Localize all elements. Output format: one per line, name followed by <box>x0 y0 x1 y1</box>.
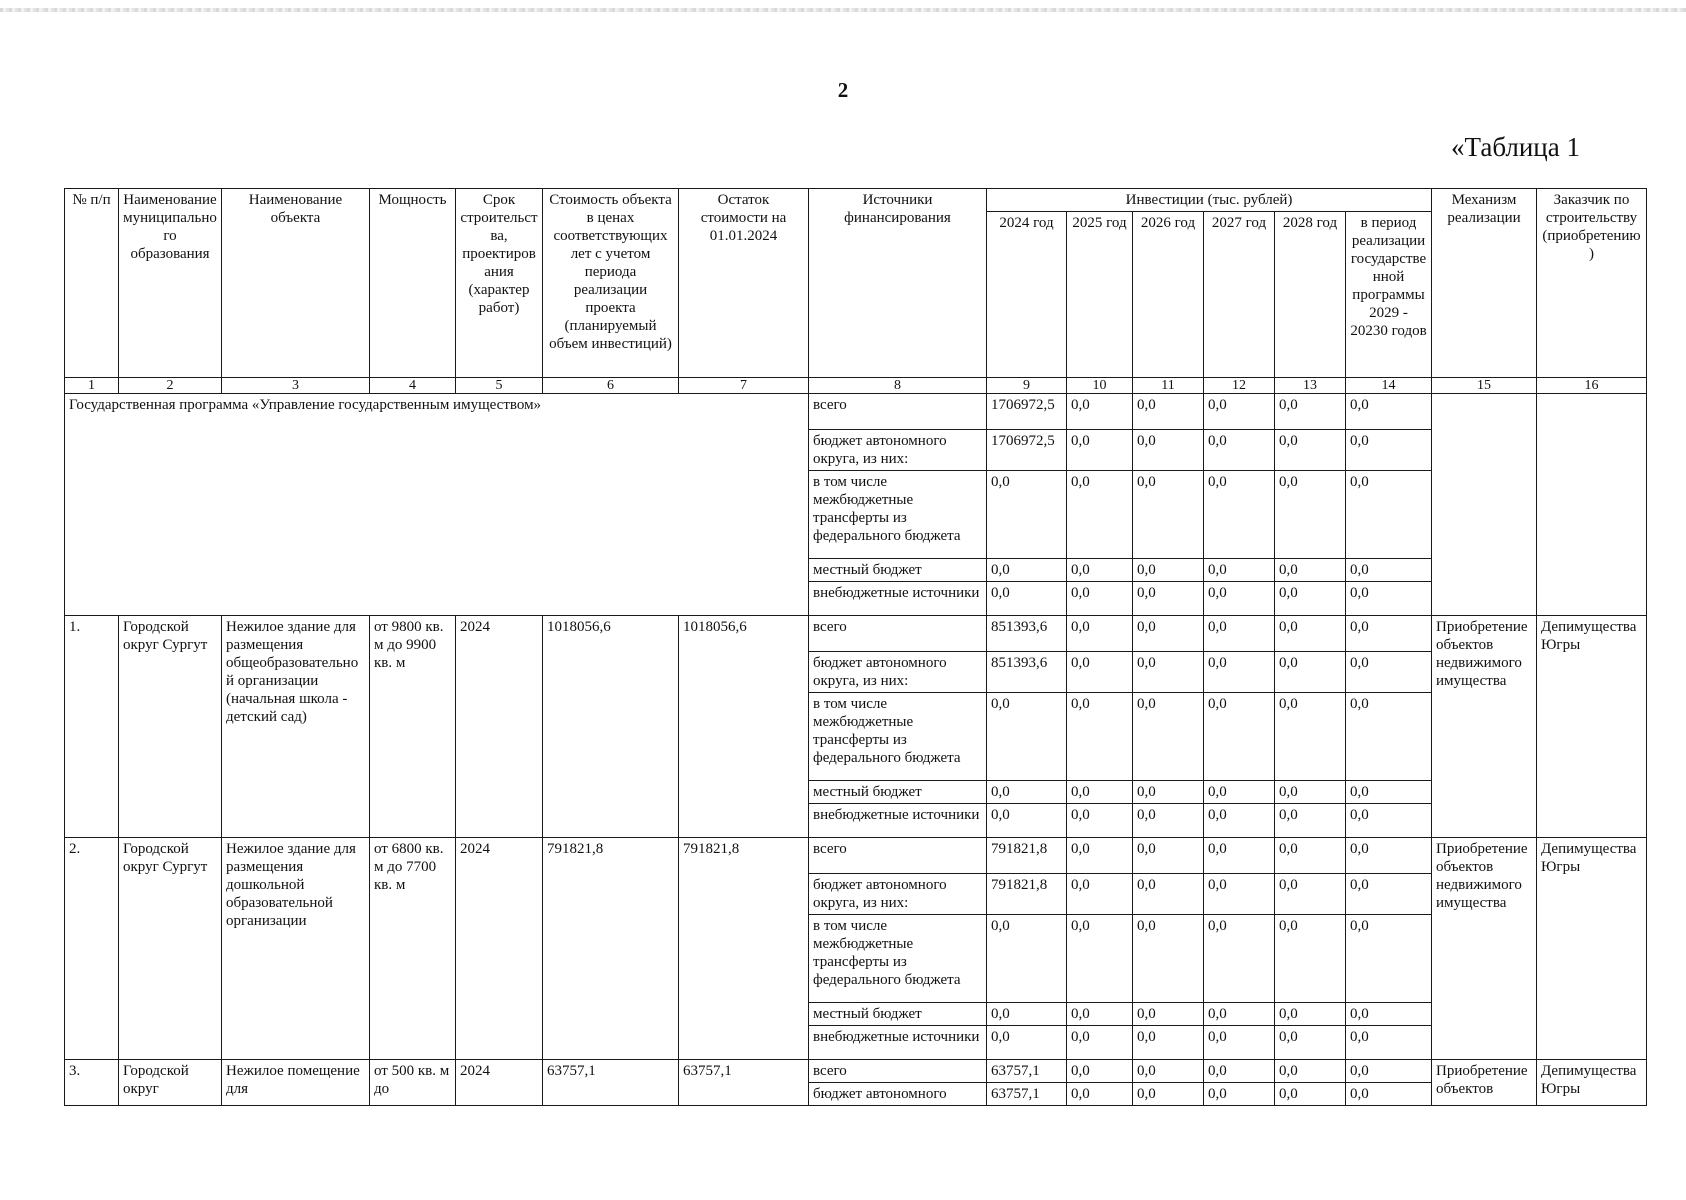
investment-value: 791821,8 <box>987 838 1067 874</box>
investment-value: 0,0 <box>1067 838 1133 874</box>
investment-value: 0,0 <box>1067 616 1133 652</box>
column-number: 3 <box>222 378 370 394</box>
header-object: Наименование объекта <box>222 189 370 378</box>
investment-value: 0,0 <box>1275 693 1346 781</box>
investment-value: 0,0 <box>1204 781 1275 804</box>
investment-value: 0,0 <box>1133 394 1204 430</box>
investment-value: 0,0 <box>1204 652 1275 693</box>
investment-value: 0,0 <box>1204 559 1275 582</box>
table-title: «Таблица 1 <box>1451 132 1580 162</box>
investment-value: 0,0 <box>987 915 1067 1003</box>
investment-value: 0,0 <box>1204 693 1275 781</box>
investment-value: 0,0 <box>1275 1026 1346 1060</box>
investment-value: 0,0 <box>1133 1003 1204 1026</box>
object-municipality: Городской округ Сургут <box>119 616 222 838</box>
investment-value: 851393,6 <box>987 616 1067 652</box>
investment-value: 0,0 <box>1067 652 1133 693</box>
investment-value: 0,0 <box>1133 781 1204 804</box>
investment-value: 0,0 <box>1275 838 1346 874</box>
header-2028: 2028 год <box>1275 212 1346 378</box>
investment-value: 0,0 <box>1204 915 1275 1003</box>
funding-source: внебюджетные источники <box>809 804 987 838</box>
investment-value: 0,0 <box>1133 915 1204 1003</box>
column-number: 5 <box>456 378 543 394</box>
object-capacity: от 500 кв. м до <box>370 1060 456 1106</box>
investment-value: 0,0 <box>1275 430 1346 471</box>
program-row <box>65 394 1647 430</box>
header-2027: 2027 год <box>1204 212 1275 378</box>
investment-value: 1706972,5 <box>987 430 1067 471</box>
scan-edge-artifact <box>0 8 1686 12</box>
investment-value: 0,0 <box>1204 616 1275 652</box>
column-number: 8 <box>809 378 987 394</box>
column-number: 12 <box>1204 378 1275 394</box>
investment-value: 0,0 <box>1346 1026 1432 1060</box>
investment-value: 0,0 <box>987 582 1067 616</box>
page-number: 2 <box>837 78 849 102</box>
object-mechanism: Приобретение объектов <box>1432 1060 1537 1106</box>
investment-value: 0,0 <box>1346 430 1432 471</box>
column-number: 2 <box>119 378 222 394</box>
investment-value: 0,0 <box>1133 838 1204 874</box>
object-mechanism: Приобретение объектов недвижимого имущества <box>1432 838 1537 1060</box>
investment-value: 0,0 <box>1275 582 1346 616</box>
object-name: Нежилое помещение для <box>222 1060 370 1106</box>
program-mechanism-empty <box>1432 394 1537 616</box>
investment-value: 0,0 <box>1275 559 1346 582</box>
investment-value: 0,0 <box>1067 1083 1133 1106</box>
header-customer: Заказчик по строительству (приобретению) <box>1537 189 1647 378</box>
object-term: 2024 <box>456 838 543 1060</box>
header-2026: 2026 год <box>1133 212 1204 378</box>
object-mechanism: Приобретение объектов недвижимого имущества <box>1432 616 1537 838</box>
funding-source: в том числе межбюджетные трансферты из федерального бюджета <box>809 693 987 781</box>
header-remainder: Остаток стоимости на 01.01.2024 <box>679 189 809 378</box>
funding-source: внебюджетные источники <box>809 1026 987 1060</box>
investment-value: 0,0 <box>1275 874 1346 915</box>
column-number: 15 <box>1432 378 1537 394</box>
investment-value: 0,0 <box>1346 471 1432 559</box>
header-investments: Инвестиции (тыс. рублей) <box>987 189 1432 212</box>
investment-value: 0,0 <box>1067 804 1133 838</box>
investment-value: 0,0 <box>1346 1003 1432 1026</box>
investment-value: 0,0 <box>1204 838 1275 874</box>
investment-value: 0,0 <box>1067 693 1133 781</box>
investment-value: 0,0 <box>987 559 1067 582</box>
investment-value: 0,0 <box>1133 693 1204 781</box>
investment-value: 0,0 <box>1067 394 1133 430</box>
funding-source: бюджет автономного округа, из них: <box>809 874 987 915</box>
object-remainder: 791821,8 <box>679 838 809 1060</box>
header-num: № п/п <box>65 189 119 378</box>
investment-value: 0,0 <box>1204 1026 1275 1060</box>
investment-table <box>64 188 1647 1106</box>
object-customer: Депимущества Югры <box>1537 838 1647 1060</box>
investment-value: 0,0 <box>1067 471 1133 559</box>
object-capacity: от 9800 кв. м до 9900 кв. м <box>370 616 456 838</box>
investment-value: 0,0 <box>1275 915 1346 1003</box>
investment-value: 0,0 <box>987 1026 1067 1060</box>
investment-value: 0,0 <box>1346 394 1432 430</box>
object-remainder: 1018056,6 <box>679 616 809 838</box>
investment-value: 0,0 <box>987 781 1067 804</box>
investment-value: 0,0 <box>1133 804 1204 838</box>
funding-source: всего <box>809 838 987 874</box>
header-mechanism: Механизм реализации <box>1432 189 1537 378</box>
header-municipality: Наименование муниципального образования <box>119 189 222 378</box>
investment-value: 0,0 <box>1133 874 1204 915</box>
funding-source: в том числе межбюджетные трансферты из федерального бюджета <box>809 915 987 1003</box>
column-number: 11 <box>1133 378 1204 394</box>
investment-value: 0,0 <box>1346 693 1432 781</box>
object-row <box>65 1060 1647 1083</box>
investment-value: 0,0 <box>1067 1003 1133 1026</box>
funding-source: бюджет автономного округа, из них: <box>809 652 987 693</box>
investment-value: 0,0 <box>1275 1083 1346 1106</box>
investment-value: 0,0 <box>1275 1003 1346 1026</box>
header-period: в период реализации государственной программы 2029 - 20230 годов <box>1346 212 1432 378</box>
investment-value: 0,0 <box>1204 430 1275 471</box>
investment-value: 0,0 <box>1275 394 1346 430</box>
investment-value: 0,0 <box>1346 915 1432 1003</box>
object-row <box>65 838 1647 874</box>
investment-value: 0,0 <box>1346 1083 1432 1106</box>
investment-value: 0,0 <box>1067 781 1133 804</box>
column-number: 13 <box>1275 378 1346 394</box>
investment-value: 0,0 <box>1204 582 1275 616</box>
investment-value: 0,0 <box>1346 616 1432 652</box>
object-term: 2024 <box>456 616 543 838</box>
object-name: Нежилое здание для размещения общеобразовательной организации (начальная школа - детский сад) <box>222 616 370 838</box>
column-number: 9 <box>987 378 1067 394</box>
header-2025: 2025 год <box>1067 212 1133 378</box>
investment-value: 0,0 <box>1275 616 1346 652</box>
investment-value: 0,0 <box>1346 559 1432 582</box>
header-term: Срок строительства, проектирования (характер работ) <box>456 189 543 378</box>
investment-value: 0,0 <box>1204 1003 1275 1026</box>
column-number: 14 <box>1346 378 1432 394</box>
header-cost: Стоимость объекта в ценах соответствующих лет с учетом периода реализации проекта (планируемый объем инвестиций) <box>543 189 679 378</box>
investment-value: 791821,8 <box>987 874 1067 915</box>
investment-value: 0,0 <box>1133 652 1204 693</box>
object-number: 2. <box>65 838 119 1060</box>
investment-value: 0,0 <box>1204 1060 1275 1083</box>
column-number: 4 <box>370 378 456 394</box>
object-customer: Депимущества Югры <box>1537 1060 1647 1106</box>
investment-value: 0,0 <box>1204 471 1275 559</box>
funding-source: всего <box>809 616 987 652</box>
investment-value: 0,0 <box>1346 1060 1432 1083</box>
column-number: 16 <box>1537 378 1647 394</box>
funding-source: всего <box>809 1060 987 1083</box>
header-capacity: Мощность <box>370 189 456 378</box>
investment-value: 63757,1 <box>987 1060 1067 1083</box>
object-number: 3. <box>65 1060 119 1106</box>
funding-source: местный бюджет <box>809 1003 987 1026</box>
investment-value: 0,0 <box>1346 804 1432 838</box>
investment-value: 0,0 <box>1275 1060 1346 1083</box>
investment-value: 0,0 <box>987 693 1067 781</box>
column-number: 1 <box>65 378 119 394</box>
funding-source: местный бюджет <box>809 781 987 804</box>
object-cost: 791821,8 <box>543 838 679 1060</box>
investment-value: 0,0 <box>1204 394 1275 430</box>
investment-value: 0,0 <box>1275 781 1346 804</box>
investment-value: 0,0 <box>1133 616 1204 652</box>
investment-value: 0,0 <box>1133 1026 1204 1060</box>
investment-value: 1706972,5 <box>987 394 1067 430</box>
investment-value: 0,0 <box>987 471 1067 559</box>
investment-value: 851393,6 <box>987 652 1067 693</box>
investment-value: 0,0 <box>987 804 1067 838</box>
investment-value: 0,0 <box>1067 1026 1133 1060</box>
investment-value: 0,0 <box>1346 582 1432 616</box>
investment-value: 0,0 <box>1133 559 1204 582</box>
investment-value: 0,0 <box>1067 430 1133 471</box>
investment-value: 0,0 <box>1133 582 1204 616</box>
object-cost: 1018056,6 <box>543 616 679 838</box>
object-name: Нежилое здание для размещения дошкольной образовательной организации <box>222 838 370 1060</box>
header-sources: Источники финансирования <box>809 189 987 378</box>
investment-value: 0,0 <box>1067 559 1133 582</box>
column-number: 6 <box>543 378 679 394</box>
object-cost: 63757,1 <box>543 1060 679 1106</box>
funding-source: местный бюджет <box>809 559 987 582</box>
investment-value: 0,0 <box>1346 781 1432 804</box>
investment-value: 0,0 <box>987 1003 1067 1026</box>
object-row <box>65 616 1647 652</box>
investment-value: 0,0 <box>1346 838 1432 874</box>
investment-value: 0,0 <box>1133 430 1204 471</box>
column-number-row <box>65 378 1647 394</box>
investment-value: 0,0 <box>1067 582 1133 616</box>
program-customer-empty <box>1537 394 1647 616</box>
object-customer: Депимущества Югры <box>1537 616 1647 838</box>
object-term: 2024 <box>456 1060 543 1106</box>
investment-value: 0,0 <box>1275 652 1346 693</box>
funding-source: бюджет автономного округа, из них: <box>809 430 987 471</box>
object-capacity: от 6800 кв. м до 7700 кв. м <box>370 838 456 1060</box>
investment-value: 0,0 <box>1067 1060 1133 1083</box>
investment-value: 0,0 <box>1204 804 1275 838</box>
investment-value: 0,0 <box>1275 471 1346 559</box>
investment-value: 0,0 <box>1133 1060 1204 1083</box>
investment-value: 0,0 <box>1275 804 1346 838</box>
object-municipality: Городской округ <box>119 1060 222 1106</box>
program-title: Государственная программа «Управление государственным имуществом» <box>65 394 809 616</box>
investment-value: 0,0 <box>1067 874 1133 915</box>
investment-value: 0,0 <box>1204 1083 1275 1106</box>
funding-source: внебюджетные источники <box>809 582 987 616</box>
column-number: 7 <box>679 378 809 394</box>
investment-value: 0,0 <box>1346 652 1432 693</box>
investment-value: 0,0 <box>1133 1083 1204 1106</box>
object-number: 1. <box>65 616 119 838</box>
funding-source: в том числе межбюджетные трансферты из федерального бюджета <box>809 471 987 559</box>
object-remainder: 63757,1 <box>679 1060 809 1106</box>
investment-value: 0,0 <box>1346 874 1432 915</box>
investment-value: 0,0 <box>1204 874 1275 915</box>
investment-value: 0,0 <box>1067 915 1133 1003</box>
funding-source: бюджет автономного <box>809 1083 987 1106</box>
object-municipality: Городской округ Сургут <box>119 838 222 1060</box>
column-number: 10 <box>1067 378 1133 394</box>
investment-value: 63757,1 <box>987 1083 1067 1106</box>
header-2024: 2024 год <box>987 212 1067 378</box>
investment-value: 0,0 <box>1133 471 1204 559</box>
funding-source: всего <box>809 394 987 430</box>
